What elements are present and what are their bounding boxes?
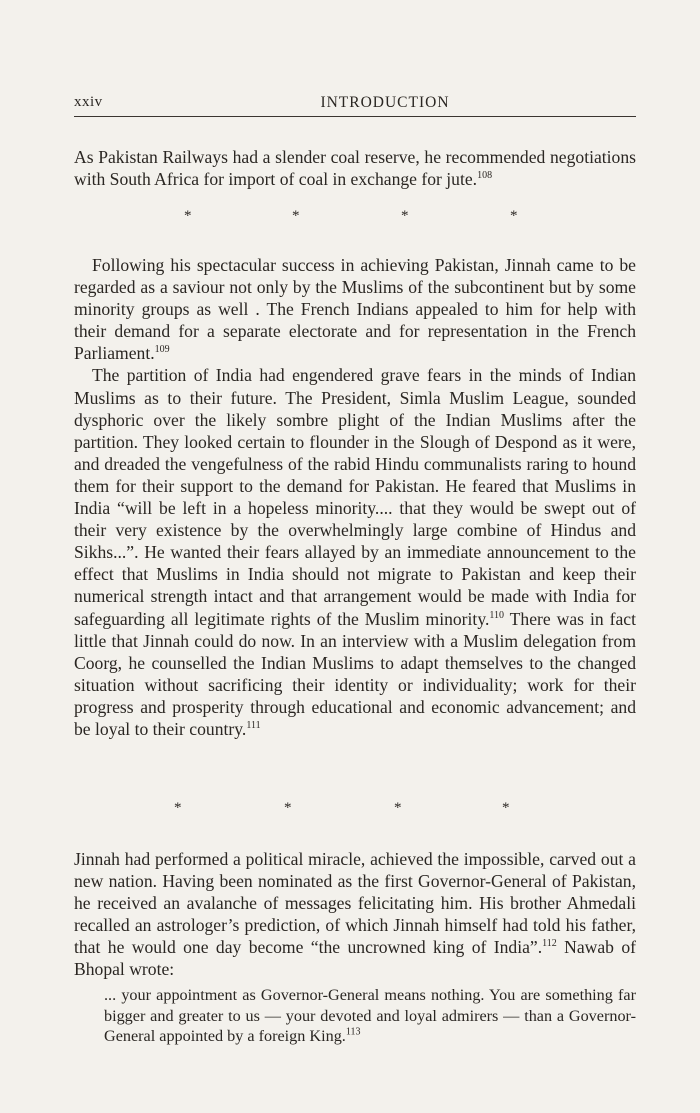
footnote-ref: 108: [477, 170, 493, 182]
section-separator-1: [74, 208, 636, 228]
page-number: xxiv: [74, 94, 103, 110]
footnote-ref: 112: [542, 938, 557, 950]
paragraph-text: Nawab of Bhopal wrote:: [74, 937, 637, 980]
running-head: INTRODUCTION: [320, 94, 450, 111]
separator-star: *: [184, 208, 192, 224]
separator-star: *: [284, 800, 292, 816]
paragraph-text: Jinnah had performed a political miracle, achieved the impossible, carved out a new nation. Having been nominated as the first Governor-General of Pakistan, he received an avalanche of messages felicitating him. His brother Ahmedali recalled an astrologer’s prediction, of which Jinnah himself had told his father, that he would one day become “the uncrowned king of India”.: [74, 849, 636, 958]
paragraph-partition: [74, 364, 636, 740]
paragraph-text: Following his spectacular success in achieving Pakistan, Jinnah came to be regarded as a saviour not only by the Muslims of the subcontinent but by some minority groups as well . The French Indians appealed to him for help with their demand for a separate electorate and for representation in the French Parliament.: [74, 255, 636, 364]
separator-star: *: [292, 208, 300, 224]
quote-text: ... your appointment as Governor-General means nothing. You are something far bigger and greater to us — your devoted and loyal admirers — than a Governor-General appointed by a foreign King.: [104, 986, 636, 1045]
paragraph-miracle: [74, 848, 636, 981]
block-quote: [104, 985, 636, 1047]
quote-bhopal: [104, 985, 636, 1047]
section-separator-2: [74, 800, 636, 820]
paragraph-text: As Pakistan Railways had a slender coal reserve, he recommended negotiations with South Africa for import of coal in exchange for jute.: [74, 147, 636, 190]
footnote-ref: 110: [489, 609, 505, 621]
paragraph-railways: [74, 146, 636, 190]
paragraph-saviour: [74, 254, 636, 364]
separator-star: *: [394, 800, 402, 816]
separator-star: *: [510, 208, 518, 224]
paragraph-block-2: [74, 254, 636, 740]
separator-star: *: [401, 208, 409, 224]
footnote-ref: 111: [246, 720, 261, 732]
paragraph-text: The partition of India had engendered grave fears in the minds of Indian Muslims as to their future. The President, Simla Muslim League, sounded dysphoric over the likely sombre plight of the Indian Muslims after the partition. They looked certain to flounder in the Slough of Despond as it were, and dreaded the vengefulness of the rabid Hindu communalists raring to hound them for their support to the demand for Pakistan. He feared that Muslims in India “will be left in a hopeless minority.... that they would be swept out of their very existence by the overwhelmingly large combine of Hindus and Sikhs...”. He wanted their fears allayed by an immediate announcement to the effect that Muslims in India should not migrate to Pakistan and keep their numerical strength intact and that arrangement would be made with India for safeguarding all legitimate rights of the Muslim minority.: [74, 365, 636, 629]
paragraph-block-1: [74, 146, 636, 190]
separator-star: *: [174, 800, 182, 816]
page-header: [74, 92, 636, 117]
paragraph-block-3: [74, 848, 636, 981]
paragraph-text: There was in fact little that Jinnah could do now. In an interview with a Muslim delegation from Coorg, he counselled the Indian Muslims to adapt themselves to the changed situation without sacrificing their identity or individuality; work for their progress and prosperity through educational and economic advancement; and be loyal to their country.: [74, 608, 636, 739]
separator-star: *: [502, 800, 510, 816]
footnote-ref: 109: [154, 344, 170, 356]
footnote-ref: 113: [345, 1026, 361, 1038]
